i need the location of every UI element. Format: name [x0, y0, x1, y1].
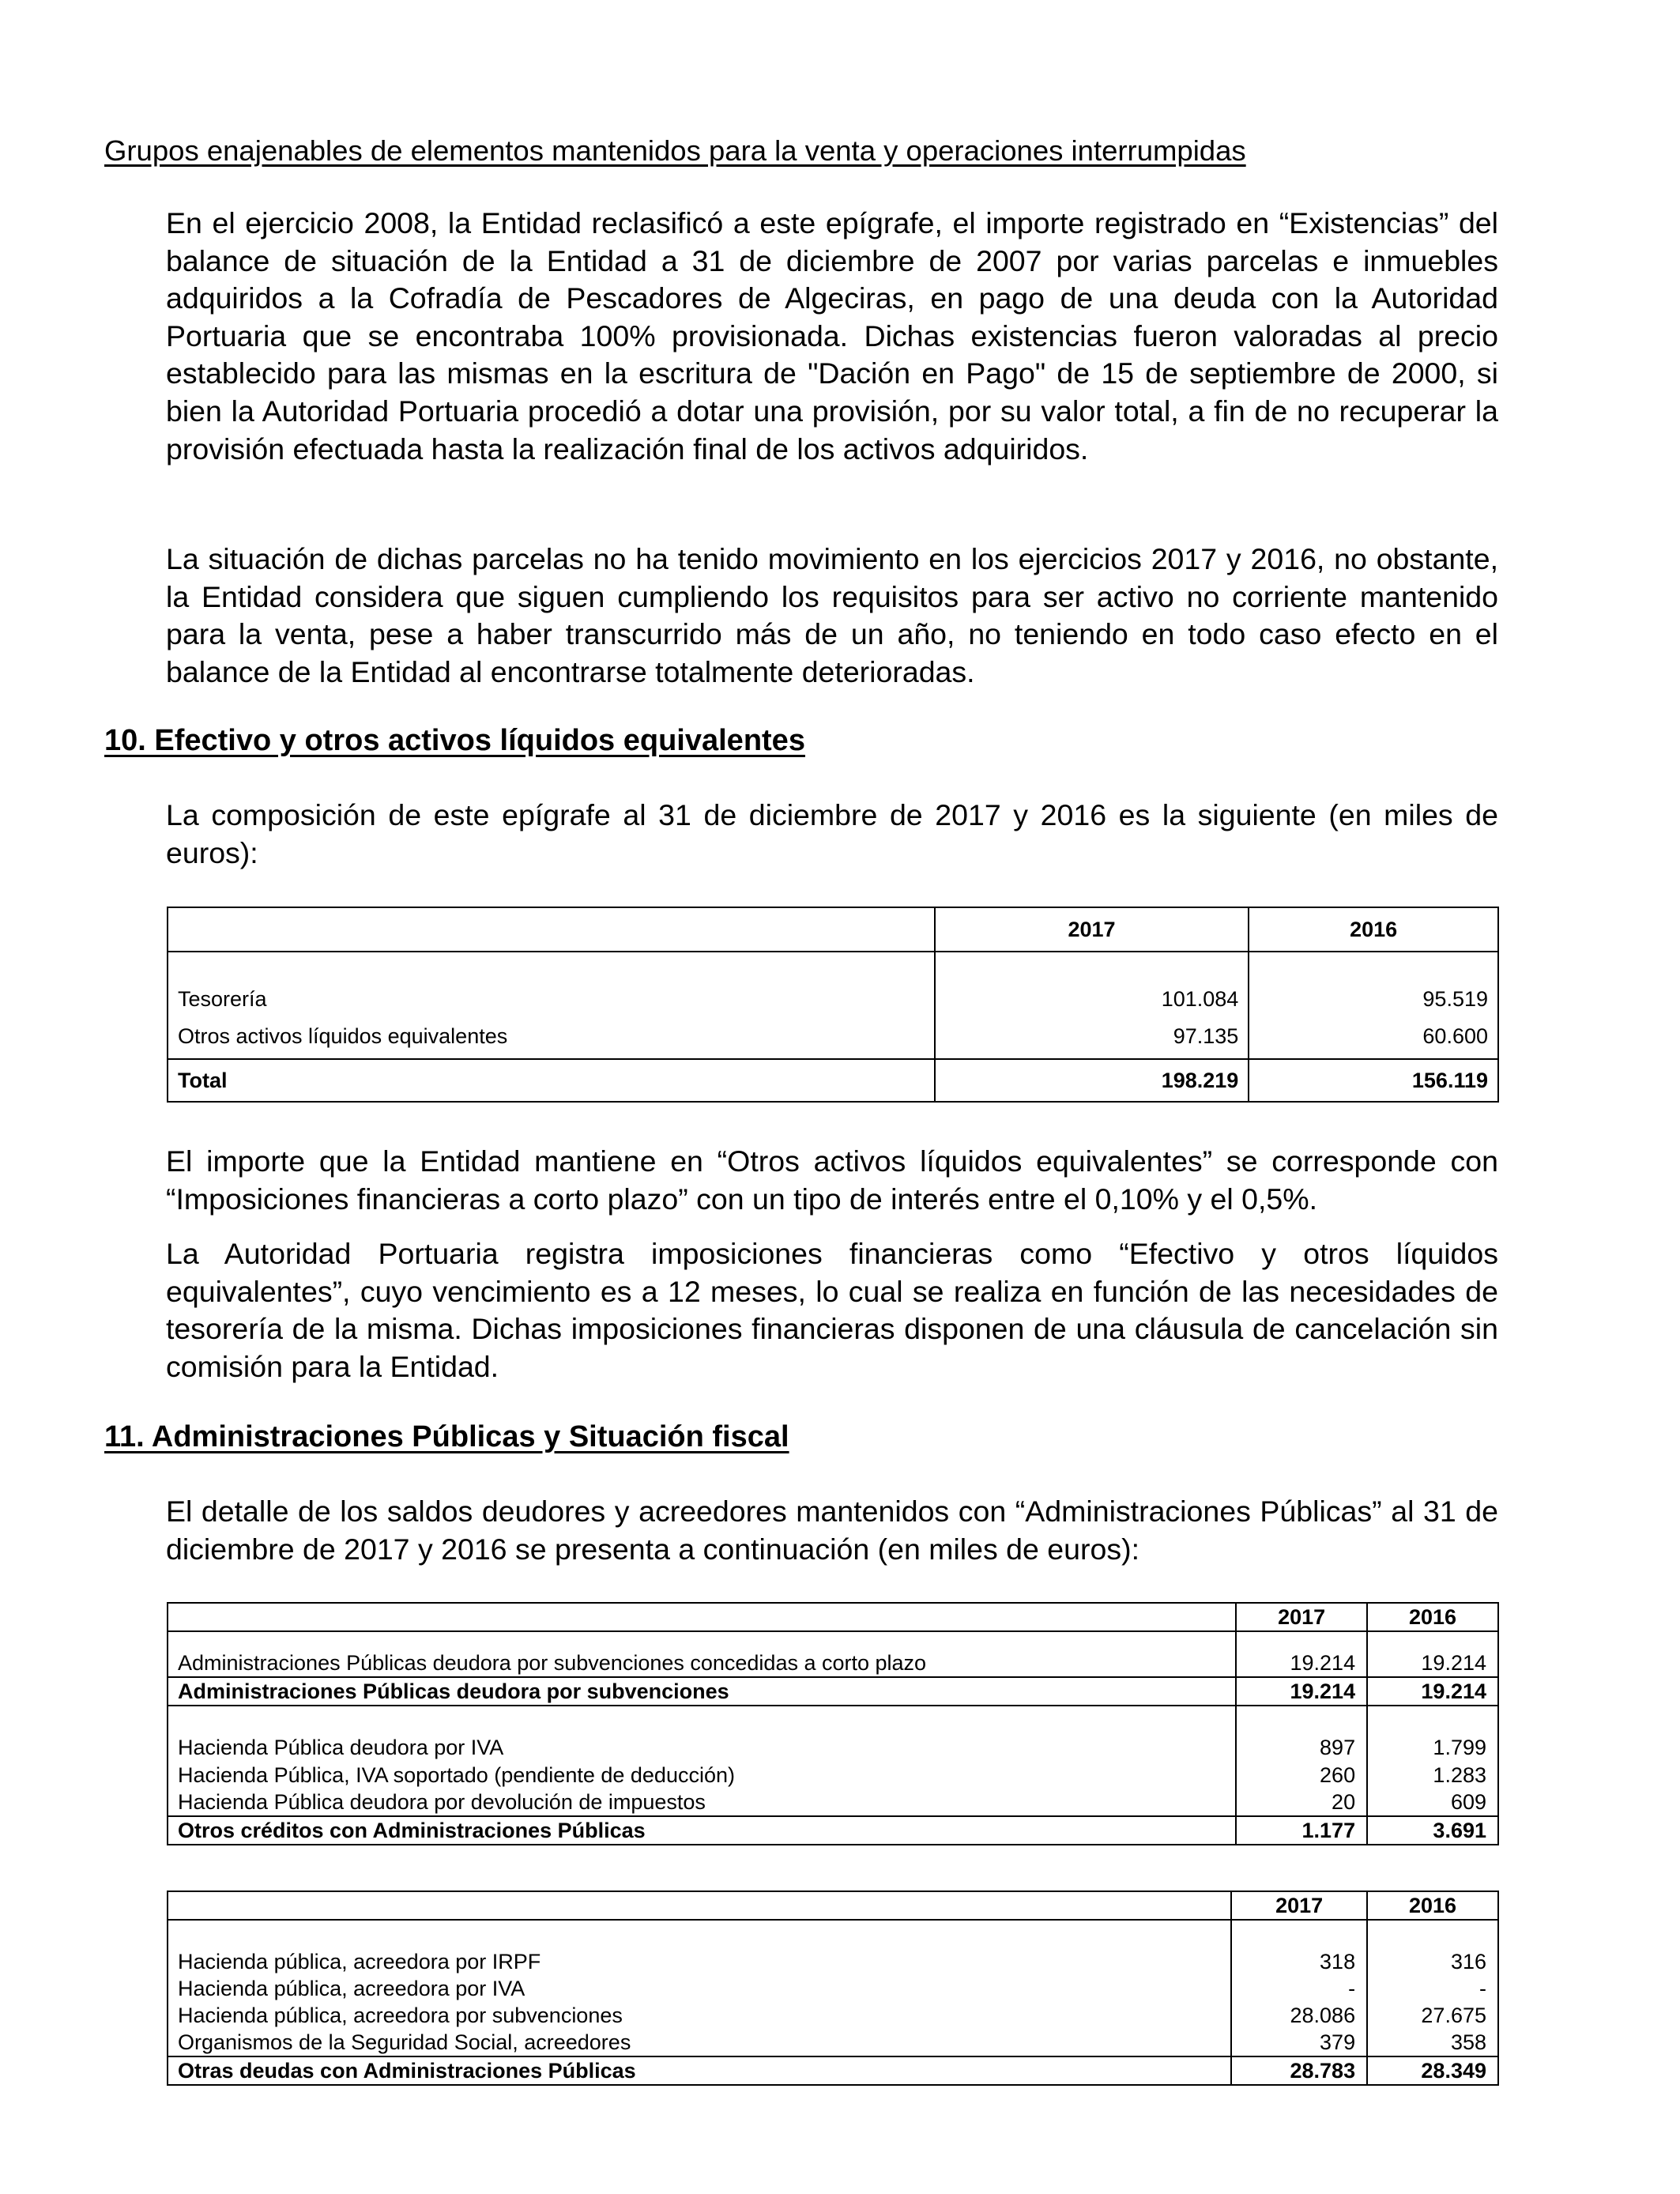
- total-value-2017: 198.219: [935, 1059, 1249, 1102]
- table-efectivo: [167, 907, 1499, 1103]
- table-row: [168, 1761, 1498, 1789]
- paragraph-10-1: El importe que la Entidad mantiene en “Otros activos líquidos equivalentes” se corresponde con “Imposiciones financieras a corto plazo” con un tipo de interés entre el 0,10% y el 0,5%.: [166, 1144, 1498, 1216]
- table-subtotal-row: [168, 1677, 1498, 1706]
- table-total-row: [168, 2056, 1498, 2085]
- table-header-2016: 2016: [1249, 907, 1498, 952]
- row-label: Tesorería: [168, 952, 935, 1015]
- row-value-2017: -: [1231, 1975, 1367, 2002]
- row-value-2016: 1.283: [1367, 1761, 1498, 1789]
- total-label: Otros créditos con Administraciones Públicas: [168, 1816, 1236, 1845]
- row-label: Hacienda Pública deudora por devolución de impuestos: [168, 1789, 1236, 1816]
- total-value-2017: 28.783: [1231, 2056, 1367, 2085]
- subtotal-value-2016: 19.214: [1367, 1677, 1498, 1706]
- row-value-2016: 609: [1367, 1789, 1498, 1816]
- section-heading-11: 11. Administraciones Públicas y Situación fiscal: [104, 1420, 789, 1453]
- paragraph-grupos-1: En el ejercicio 2008, la Entidad reclasificó a este epígrafe, el importe registrado en “Existencias” del balance de situación de la Entidad a 31 de diciembre de 2007 por varias parcelas e inmuebles adquiridos a la Cofradía de Pescadores de Algeciras, en pago de una deuda con la Autoridad Portuaria que se encontraba 100% provisionada. Dichas existencias fueron valoradas al precio establecido para las mismas en la escritura de "Dación en Pago" de 15 de septiembre de 2000, si bien la Autoridad Portuaria procedió a dotar una provisión, por su valor total, a fin de no recuperar la provisión efectuada hasta la realización final de los activos adquiridos.: [166, 206, 1498, 466]
- row-value-2017: 260: [1236, 1761, 1367, 1789]
- row-label: Administraciones Públicas deudora por subvenciones concedidas a corto plazo: [168, 1631, 1236, 1677]
- section-heading-10: 10. Efectivo y otros activos líquidos equivalentes: [104, 724, 805, 757]
- total-label: Total: [168, 1059, 935, 1102]
- table-total-row: [168, 1816, 1498, 1845]
- row-value-2017: 379: [1231, 2029, 1367, 2056]
- row-value-2016: -: [1367, 1975, 1498, 2002]
- total-label: Otras deudas con Administraciones Públicas: [168, 2056, 1231, 2085]
- paragraph-grupos-2: La situación de dichas parcelas no ha tenido movimiento en los ejercicios 2017 y 2016, no obstante, la Entidad considera que siguen cumpliendo los requisitos para ser activo no corriente mantenido para la venta, pese a haber transcurrido más de un año, no teniendo en todo caso efecto en el balance de la Entidad al encontrarse totalmente deterioradas.: [166, 542, 1498, 688]
- row-value-2016: 316: [1367, 1920, 1498, 1975]
- table-header-2016: 2016: [1367, 1891, 1498, 1920]
- table-row: [168, 1015, 1498, 1059]
- row-label: Otros activos líquidos equivalentes: [168, 1015, 935, 1059]
- table-header-2016: 2016: [1367, 1603, 1498, 1631]
- row-label: Hacienda Pública, IVA soportado (pendiente de deducción): [168, 1761, 1236, 1789]
- row-value-2016: 27.675: [1367, 2002, 1498, 2029]
- table-header-empty: [168, 1891, 1231, 1920]
- row-value-2016: 60.600: [1249, 1015, 1498, 1059]
- section-heading-grupos: Grupos enajenables de elementos mantenidos para la venta y operaciones interrumpidas: [104, 134, 1246, 167]
- table-deudora: [167, 1602, 1499, 1845]
- table-total-row: [168, 1059, 1498, 1102]
- paragraph-11-intro: El detalle de los saldos deudores y acreedores mantenidos con “Administraciones Públicas” al 31 de diciembre de 2017 y 2016 se presenta a continuación (en miles de euros):: [166, 1495, 1498, 1566]
- table-row: [168, 2002, 1498, 2029]
- table-row: [168, 1706, 1498, 1761]
- table-row: [168, 1789, 1498, 1816]
- table-row: [168, 1631, 1498, 1677]
- table-row: [168, 952, 1498, 1015]
- row-label: Hacienda pública, acreedora por subvenciones: [168, 2002, 1231, 2029]
- total-value-2016: 28.349: [1367, 2056, 1498, 2085]
- row-value-2017: 19.214: [1236, 1631, 1367, 1677]
- row-value-2017: 897: [1236, 1706, 1367, 1761]
- table-header-row: [168, 1891, 1498, 1920]
- row-label: Hacienda pública, acreedora por IRPF: [168, 1920, 1231, 1975]
- table-row: [168, 2029, 1498, 2056]
- row-value-2017: 28.086: [1231, 2002, 1367, 2029]
- row-value-2016: 1.799: [1367, 1706, 1498, 1761]
- table-header-2017: 2017: [1231, 1891, 1367, 1920]
- row-label: Hacienda pública, acreedora por IVA: [168, 1975, 1231, 2002]
- row-value-2016: 95.519: [1249, 952, 1498, 1015]
- total-value-2017: 1.177: [1236, 1816, 1367, 1845]
- row-value-2016: 19.214: [1367, 1631, 1498, 1677]
- table-header-empty: [168, 907, 935, 952]
- table-header-row: [168, 907, 1498, 952]
- table-header-2017: 2017: [1236, 1603, 1367, 1631]
- table-acreedora: [167, 1891, 1499, 2086]
- row-value-2017: 97.135: [935, 1015, 1249, 1059]
- table-header-row: [168, 1603, 1498, 1631]
- total-value-2016: 3.691: [1367, 1816, 1498, 1845]
- subtotal-value-2017: 19.214: [1236, 1677, 1367, 1706]
- paragraph-10-2: La Autoridad Portuaria registra imposiciones financieras como “Efectivo y otros líquidos equivalentes”, cuyo vencimiento es a 12 meses, lo cual se realiza en función de las necesidades de tesorería de la misma. Dichas imposiciones financieras disponen de una cláusula de cancelación sin comisión para la Entidad.: [166, 1237, 1498, 1383]
- total-value-2016: 156.119: [1249, 1059, 1498, 1102]
- row-value-2017: 20: [1236, 1789, 1367, 1816]
- table-header-empty: [168, 1603, 1236, 1631]
- row-value-2017: 318: [1231, 1920, 1367, 1975]
- row-label: Organismos de la Seguridad Social, acreedores: [168, 2029, 1231, 2056]
- table-row: [168, 1920, 1498, 1975]
- row-value-2017: 101.084: [935, 952, 1249, 1015]
- table-row: [168, 1975, 1498, 2002]
- row-value-2016: 358: [1367, 2029, 1498, 2056]
- table-header-2017: 2017: [935, 907, 1249, 952]
- row-label: Hacienda Pública deudora por IVA: [168, 1706, 1236, 1761]
- subtotal-label: Administraciones Públicas deudora por subvenciones: [168, 1677, 1236, 1706]
- paragraph-10-intro: La composición de este epígrafe al 31 de diciembre de 2017 y 2016 es la siguiente (en miles de euros):: [166, 798, 1498, 869]
